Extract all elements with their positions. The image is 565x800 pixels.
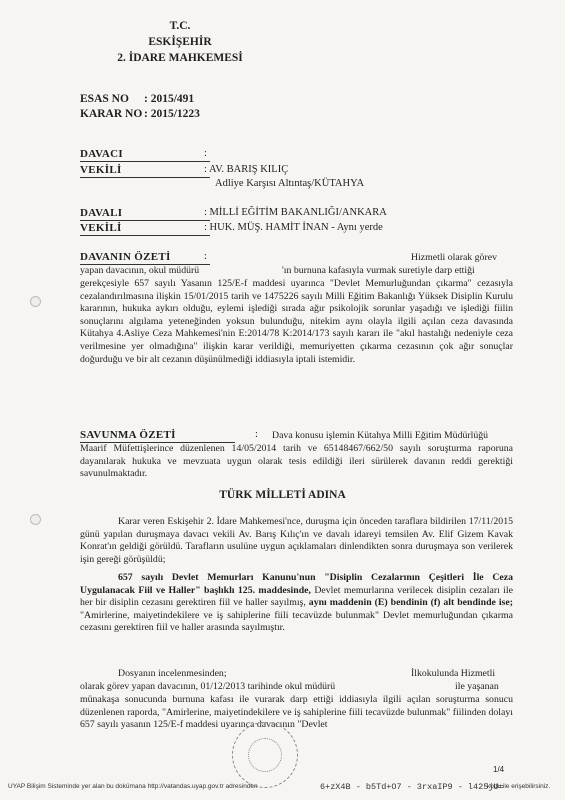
davaci-label: DAVACI (80, 148, 123, 160)
p2-bold-heading: 657 sayılı Devlet Memurları Kanunu'nun "Disiplin Cezalarının Çeşitleri İle Ceza Uygulanacak Fiil ve Haller" başlıklı 125. maddesinde, (80, 572, 513, 596)
p2-text-1: Devlet memurlarına verilecek disiplin cezaları ile her bir disiplin cezasını gerektiren fiil ve haller sayılmış, (80, 584, 513, 609)
summary-text (80, 278, 513, 366)
decision-p1 (80, 516, 513, 566)
header-country: T.C. (169, 20, 191, 32)
karar-no-value: : 2015/1223 (144, 108, 200, 120)
binder-hole-bottom (30, 514, 41, 525)
summary-body: gerekçesiyle 657 sayılı Yasanın 125/E-f maddesi uyarınca "Devlet Memurluğundan çıkarma" cezasıyla cezalandırılmasına ilişkin 15/01/2015 tarih ve 1475226 sayılı Milli Eğitim Bakanlığı Yüksek Disiplin Kurulu kararının, hukuka aykırı olduğu, eylemi işlediği sırada ağır psikolojik sorunlar yaşadığı ve işlediği fiilin sonuçlarını algılama yeteneğinden yoksun bulunduğu, nitekim aynı olayla ilgili açılan ceza davasında Kütahya 4.Asliye Ceza Mahkemesi'nin E:2014/78 K:2014/173 sayılı kararı ile "akıl hastalığı nedeniyle ceza verilmesine yer olmadığına" ilişkin karar verildiği, memuriyetten çıkarma cezasının çok ağır sonuçlar doğurduğu ve bir alt cezanın düşünülmediği iddiasıyla iptali istemidir. (80, 278, 513, 365)
court-seal-inner (248, 738, 282, 772)
davali-label: DAVALI (80, 207, 123, 219)
defense-body: Maarif Müfettişlerince düzenlenen 14/05/2014 tarih ve 65148467/662/50 sayılı soruşturma raporuna dayanılarak hukuka ve mevzuata uygun olarak tesis edildiği ileri sürülerek davanın reddi gerektiği savunulmaktadır. (80, 443, 513, 480)
esas-no-label: ESAS NO (80, 93, 129, 105)
binder-hole-top (30, 296, 41, 307)
defense-line1-tail: Dava konusu işlemin Kütahya Milli Eğitim Müdürlüğü (272, 430, 489, 441)
p3-line2-a: olarak görev yapan davacının, 01/12/2013 tarihinde okul müdürü (80, 681, 336, 692)
decision-p2 (80, 572, 513, 635)
summary-line2-b: 'ın burnuna kafasıyla vurmak suretiyle darp ettiği (282, 265, 475, 276)
vekili1-value: : AV. BARIŞ KILIÇ (204, 164, 289, 175)
judgment-title: TÜRK MİLLETİ ADINA (219, 489, 346, 501)
footer-access-code: 6+zX4B - b5Td+O7 - 3rxaIP9 - l425jU= (320, 782, 504, 792)
karar-no-label: KARAR NO (80, 108, 143, 120)
summary-line2-a: yapan davacının, okul müdürü (80, 265, 200, 276)
defense-label: SAVUNMA ÖZETİ (80, 429, 176, 441)
p2-text-2: "Amirlerine, maiyetindekilere ve iş sahiplerine fiili tecavüzde bulunmak" Devlet memurluğundan çıkarma cezasını gerektiren fiil ve haller arasında sayılmıştır. (80, 609, 513, 634)
header-court: 2. İDARE MAHKEMESİ (117, 52, 243, 64)
defense-colon: : (255, 429, 258, 440)
defense-text (80, 443, 513, 481)
footer-access-tail: kodu ile erişebilirsiniz. (487, 783, 551, 790)
header-city: ESKİŞEHİR (148, 36, 212, 48)
esas-no-value: : 2015/491 (144, 93, 195, 105)
decision-p3 (80, 694, 513, 732)
summary-label: DAVANIN ÖZETİ (80, 251, 171, 263)
p3-school: İlkokulunda Hizmetli (411, 668, 496, 679)
summary-colon: : (204, 251, 207, 262)
davali-value: : MİLLİ EĞİTİM BAKANLIĞI/ANKARA (204, 207, 387, 218)
decision-p1-text: Karar veren Eskişehir 2. İdare Mahkemesi'nce, duruşma için önceden taraflara bildirilen 17/11/2015 günü yapılan duruşmaya davacı vekili Av. Barış Kılıç'ın ve davalı idareyi temsilen Av. Elif Gizem Kavak Konrat'ın geldiği görüldü. Tarafların usulüne uygun açıklamaları dinlendikten sonra duruşmaya son verilerek işin gereği görüşüldü; (80, 516, 513, 565)
summary-line1-tail: Hizmetli olarak görev (411, 252, 497, 263)
p3-line2-b: ile yaşanan (455, 681, 499, 692)
vekili1-label: VEKİLİ (80, 164, 122, 176)
vekili1-address: Adliye Karşısı Altıntaş/KÜTAHYA (215, 178, 365, 189)
p2-bold-subclause: aynı maddenin (E) bendinin (f) alt bendinde ise; (305, 597, 513, 609)
vekili2-value: : HUK. MÜŞ. HAMİT İNAN - Aynı yerde (204, 222, 383, 233)
footer-verify-text: UYAP Bilişim Sisteminde yer alan bu dokümana http://vatandas.uyap.gov.tr adresinden (8, 783, 258, 790)
decision-p2-text (80, 572, 513, 635)
vekili2-label: VEKİLİ (80, 222, 122, 234)
page-number: 1/4 (493, 765, 505, 774)
decision-p3-text: münakaşa sonucunda burnuna kafası ile vurarak darp ettiği iddiasıyla ilgili açılan soruşturma sonucu düzenlenen raporda, "Amirlerine, maiyetindekilere ve iş sahiplerine fiili tecavüzde bulunmak" fiilinden dolayı 657 sayılı yasanın 125/E-f maddesi uyarınca davacının "Devlet (80, 694, 513, 731)
davaci-colon: : (204, 148, 207, 159)
p3-intro: Dosyanın incelenmesinden; (118, 668, 227, 679)
